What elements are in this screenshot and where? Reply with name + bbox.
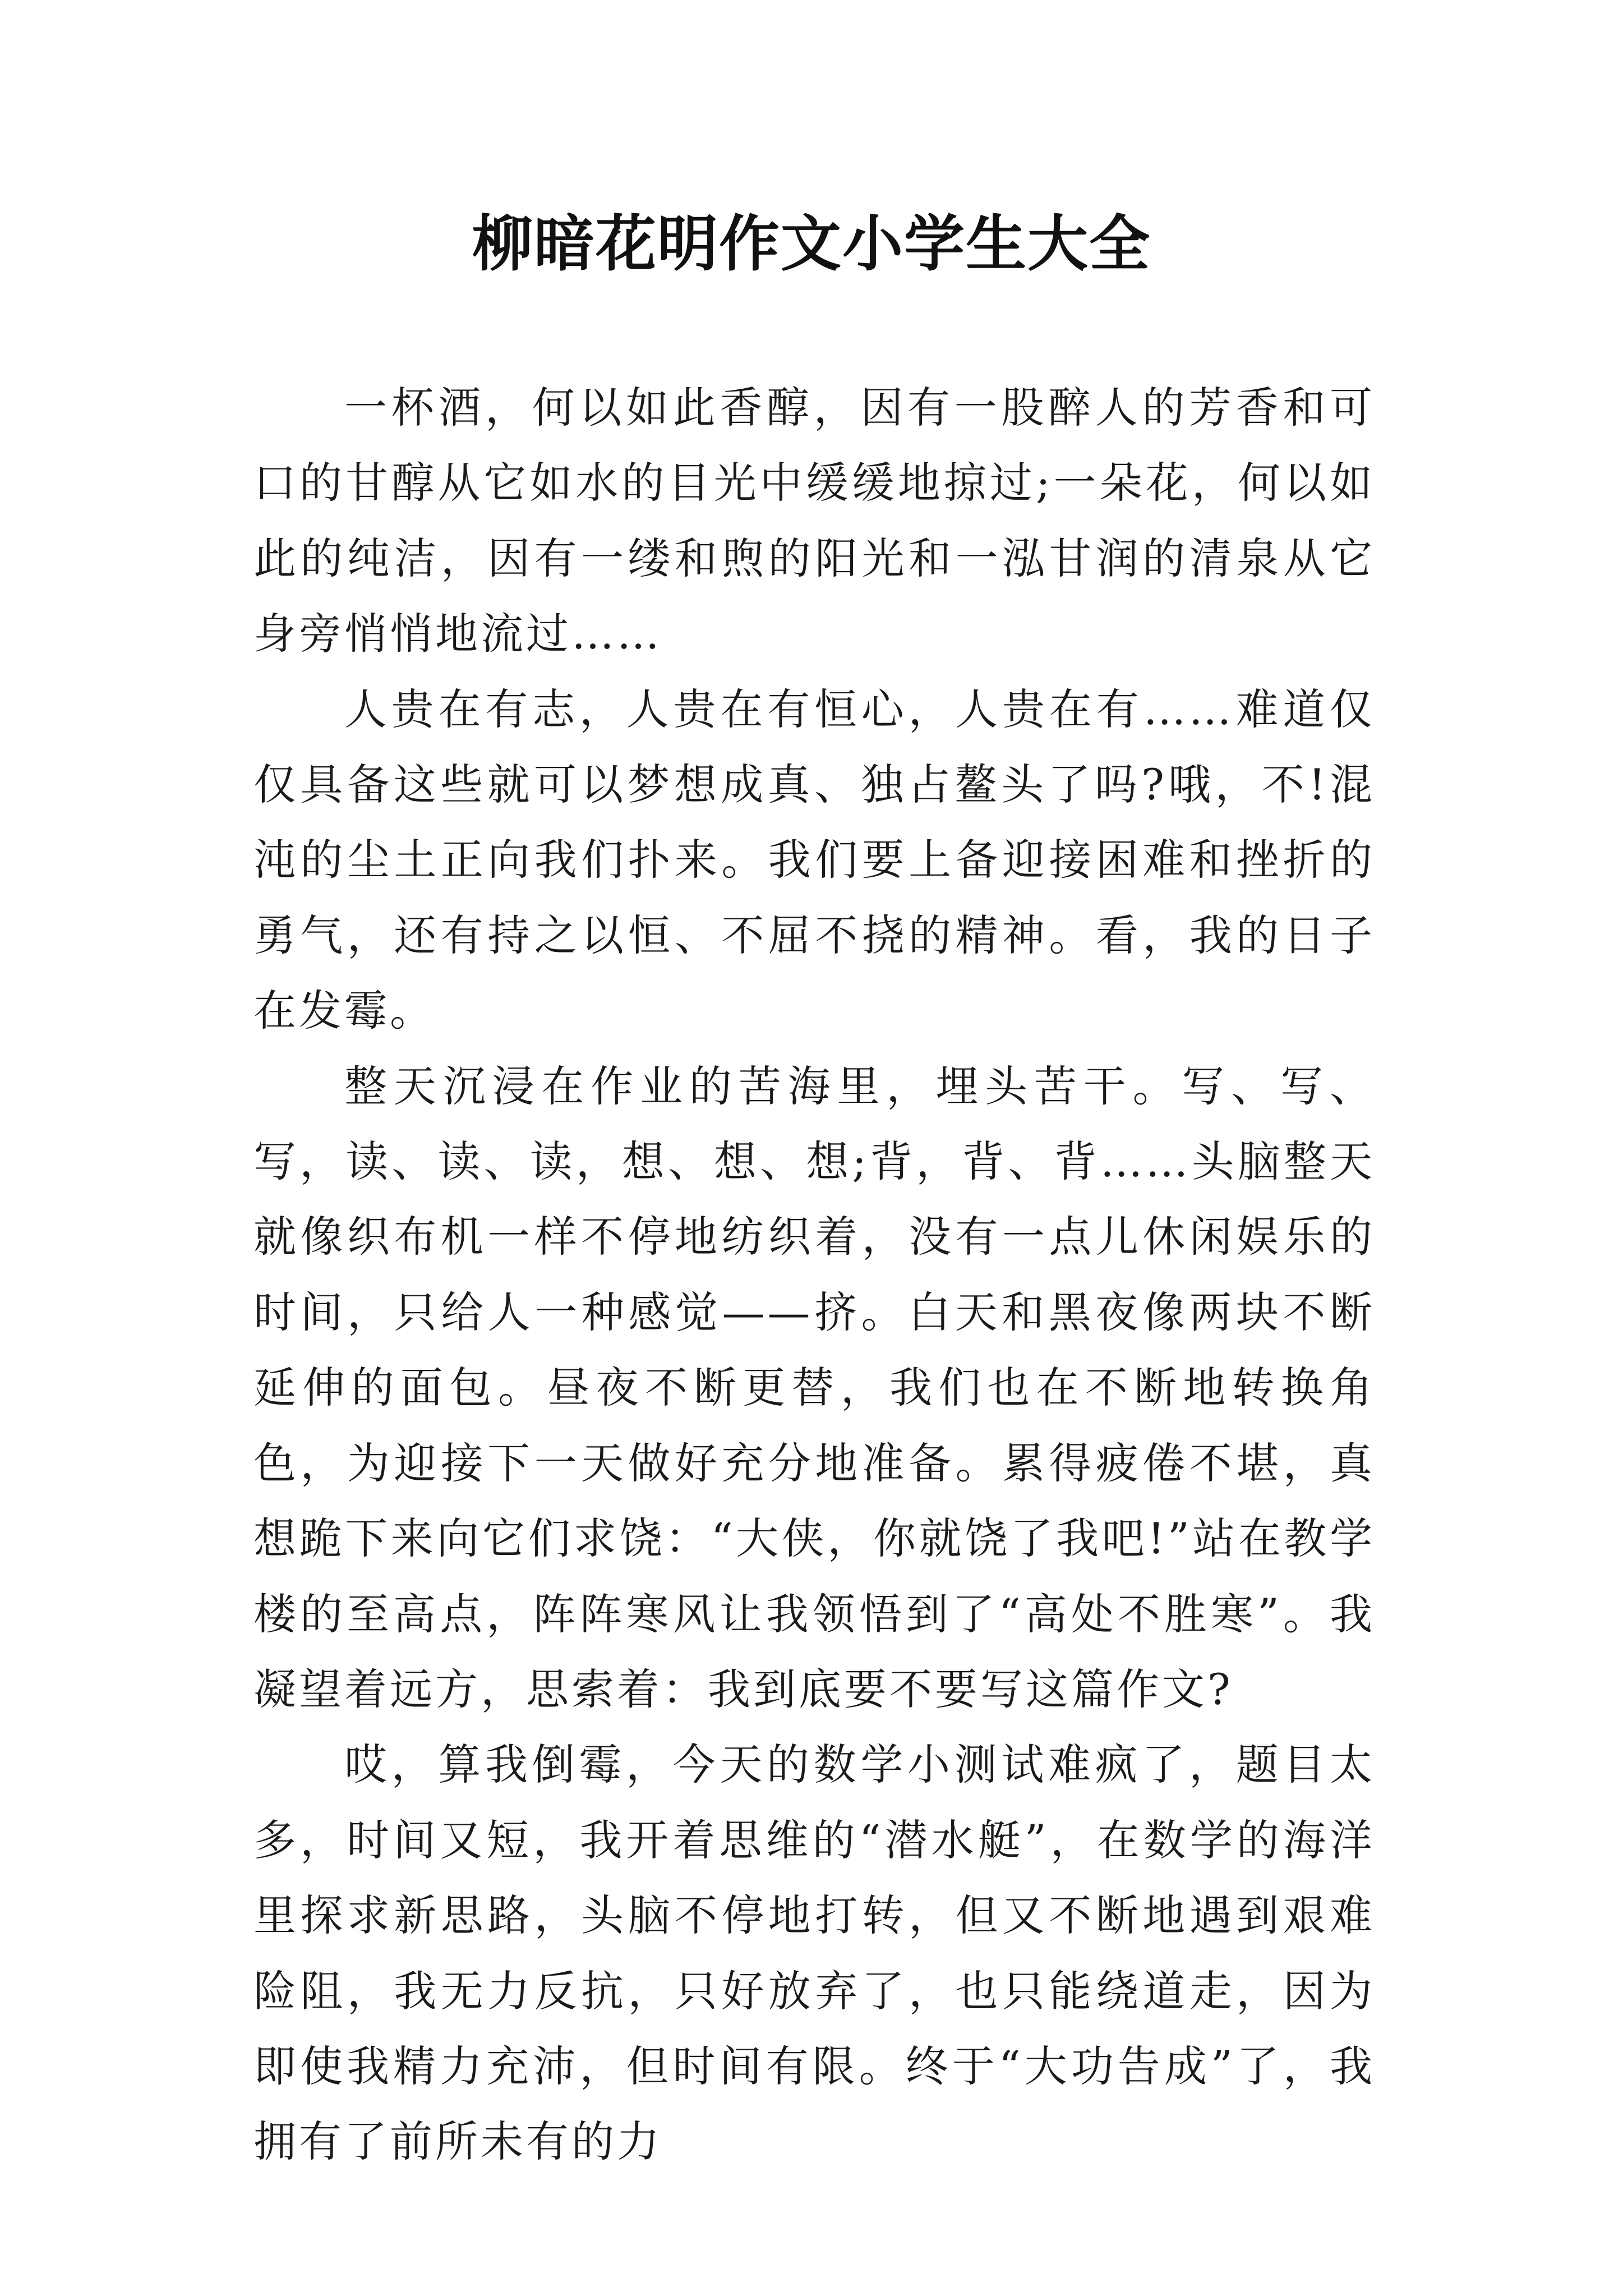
paragraph-1: 一杯酒，何以如此香醇，因有一股醉人的芳香和可口的甘醇从它如水的目光中缓缓地掠过;一朵花，何以如此的纯洁，因有一缕和煦的阳光和一泓甘润的清泉从它身旁悄悄地流过…… — [253, 383, 1375, 659]
paragraph-2: 人贵在有志，人贵在有恒心，人贵在有……难道仅仅具备这些就可以梦想成真、独占鳌头了吗?哦，不!混沌的尘土正向我们扑来。我们要上备迎接困难和挫折的勇气，还有持之以恒、不屈不挠的精神。看，我的日子在发霉。 — [253, 684, 1375, 1036]
paragraph-3: 整天沉浸在作业的苦海里，埋头苦干。写、写、写，读、读、读，想、想、想;背，背、背……头脑整天就像织布机一样不停地纺织着，没有一点儿休闲娱乐的时间，只给人一种感觉——挤。白天和黑夜像两块不断延伸的面包。昼夜不断更替，我们也在不断地转换角色，为迎接下一天做好充分地准备。累得疲倦不堪，真想跪下来向它们求饶：“大侠，你就饶了我吧!”站在教学楼的至高点，阵阵寒风让我领悟到了“高处不胜寒”。我凝望着远方，思索着：我到底要不要写这篇作文? — [253, 1061, 1375, 1714]
document-title: 柳暗花明作文小学生大全 — [472, 209, 1151, 279]
paragraph-4: 哎，算我倒霉，今天的数学小测试难疯了，题目太多，时间又短，我开着思维的“潜水艇”，在数学的海洋里探求新思路，头脑不停地打转，但又不断地遇到艰难险阻，我无力反抗，只好放弃了，也只能绕道走，因为即使我精力充沛，但时间有限。终于“大功告成”了，我拥有了前所未有的力 — [253, 1740, 1375, 2167]
document-body — [253, 370, 1375, 2180]
